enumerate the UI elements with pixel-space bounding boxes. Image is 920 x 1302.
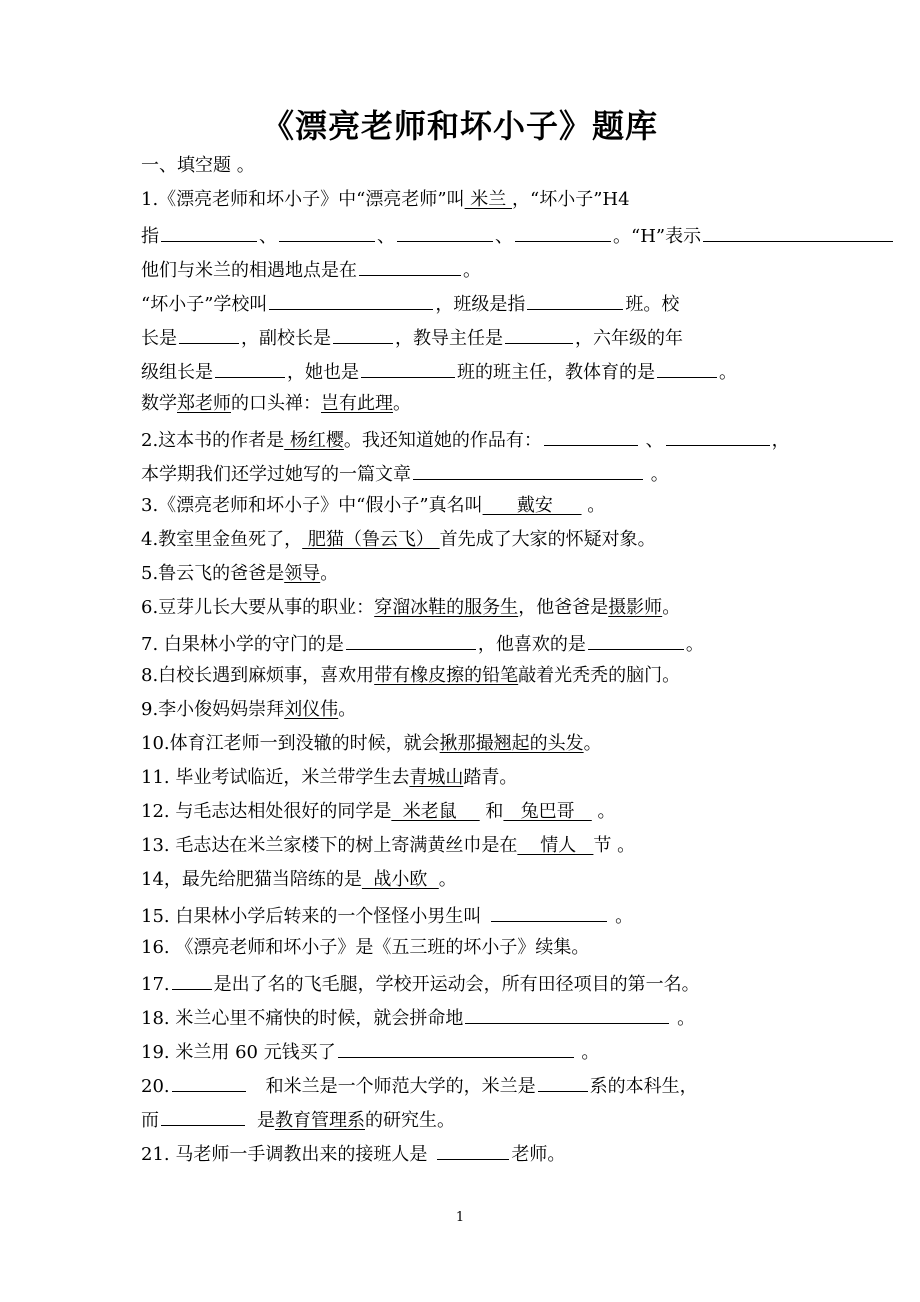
blank [346, 630, 476, 650]
blank [657, 358, 717, 378]
question-3: 3.《漂亮老师和坏小子》中“假小子”真名叫 戴安 。 [141, 495, 606, 516]
answer-zhan-xiaoou: 战小欧 [361, 869, 439, 890]
answer-dai-an: 戴安 [482, 495, 582, 516]
document-title: 《漂亮老师和坏小子》题库 [261, 107, 658, 145]
answer-hair: 揪那撮翘起的头发 [439, 733, 584, 754]
answer-bugs: 兔巴哥 [503, 801, 592, 822]
question-20-line-1: 20. 和米兰是一个师范大学的，米兰是 系的本科生， [141, 1072, 698, 1099]
blank [491, 902, 607, 922]
question-14: 14，最先给肥猫当陪练的是 战小欧 。 [141, 869, 457, 890]
answer-mouse: 米老鼠 [391, 801, 480, 822]
section-heading: 一、填空题 。 [141, 155, 255, 176]
question-4: 4.教室里金鱼死了， 肥猫（鲁云飞） 首先成了大家的怀疑对象。 [141, 529, 656, 550]
question-5: 5.鲁云飞的爸爸是领导。 [141, 563, 339, 584]
question-2-line-2: 本学期我们还学过她写的一篇文章 。 [141, 460, 669, 487]
answer-photographer: 摄影师 [608, 597, 663, 618]
question-17: 17. 是出了名的飞毛腿，学校开运动会，所有田径项目的第一名。 [141, 970, 700, 997]
blank [666, 426, 770, 446]
blank [361, 358, 455, 378]
blank [359, 256, 461, 276]
question-6: 6.豆芽儿长大要从事的职业：穿溜冰鞋的服务生，他爸爸是摄影师。 [141, 597, 681, 618]
blank [538, 1072, 588, 1092]
question-20-line-2: 而 是教育管理系的研究生。 [141, 1106, 455, 1133]
blank [527, 290, 623, 310]
question-16: 16. 《漂亮老师和坏小子》是《五三班的坏小子》续集。 [141, 937, 590, 958]
question-1-line-1: 1.《漂亮老师和坏小子》中“漂亮老师”叫 米兰 ，“坏小子”H4 [141, 189, 630, 210]
question-15: 15. 白果林小学后转来的一个怪怪小男生叫 。 [141, 902, 633, 929]
blank [172, 970, 212, 990]
answer-edu-management: 教育管理系 [275, 1110, 365, 1131]
answer-author: 杨红樱 [284, 430, 344, 451]
question-10: 10.体育江老师一到没辙的时候，就会揪那撮翘起的头发。 [141, 733, 602, 754]
blank [505, 324, 573, 344]
question-19: 19. 米兰用 60 元钱买了 。 [141, 1038, 599, 1065]
question-8: 8.白校长遇到麻烦事，喜欢用带有橡皮擦的铅笔敲着光秃秃的脑门。 [141, 665, 681, 686]
blank [161, 1106, 245, 1126]
answer-job: 穿溜冰鞋的服务生 [374, 597, 519, 618]
blank [179, 324, 239, 344]
question-2-line-1: 2.这本书的作者是 杨红樱。我还知道她的作品有： 、 ， [141, 426, 790, 453]
blank [515, 222, 611, 242]
blank [544, 426, 638, 446]
question-1-line-5: 长是 ，副校长是 ，教导主任是 ，六年级的年 [141, 324, 683, 351]
question-1-line-2: 指 、 、 、 。“H”表示 [141, 222, 895, 249]
answer-leader: 领导 [284, 563, 321, 584]
question-7: 7. 白果林小学的守门的是 ，他喜欢的是 。 [141, 630, 704, 657]
question-1-line-7: 数学郑老师的口头禅：岂有此理。 [141, 393, 411, 414]
question-12: 12. 与毛志达相处很好的同学是 米老鼠 和 兔巴哥 。 [141, 801, 616, 822]
question-1-line-3: 他们与米兰的相遇地点是在 。 [141, 256, 481, 283]
blank [269, 290, 433, 310]
question-21: 21. 马老师一手调教出来的接班人是 老师。 [141, 1140, 565, 1167]
question-9: 9.李小俊妈妈崇拜刘仪伟。 [141, 699, 357, 720]
blank [279, 222, 375, 242]
blank [465, 1004, 669, 1024]
answer-qingcheng: 青城山 [409, 767, 464, 788]
blank [437, 1140, 509, 1160]
blank [413, 460, 643, 480]
answer-teacher-zheng: 郑老师 [177, 393, 231, 414]
blank [215, 358, 285, 378]
blank [338, 1038, 574, 1058]
question-11: 11. 毕业考试临近，米兰带学生去青城山踏青。 [141, 767, 518, 788]
answer-fat-cat: 肥猫（鲁云飞） [302, 529, 440, 550]
answer-pencil: 带有橡皮擦的铅笔 [374, 665, 519, 686]
page-number: 1 [455, 1210, 465, 1225]
answer-catchphrase: 岂有此理 [321, 393, 393, 414]
blank [161, 222, 257, 242]
blank [397, 222, 493, 242]
blank [588, 630, 684, 650]
question-1-line-6: 级组长是 ，她也是 班的班主任，教体育的是 。 [141, 358, 737, 385]
blank [172, 1072, 246, 1092]
question-1-line-4: “坏小子”学校叫 ，班级是指 班。校 [141, 290, 679, 317]
answer-valentine: 情人 [517, 835, 594, 856]
question-18: 18. 米兰心里不痛快的时候，就会拼命地 。 [141, 1004, 695, 1031]
blank [333, 324, 393, 344]
question-13: 13. 毛志达在米兰家楼下的树上寄满黄丝巾是在 情人 节 。 [141, 835, 636, 856]
answer-milan: 米兰 [464, 189, 513, 210]
answer-liu-yiwei: 刘仪伟 [284, 699, 339, 720]
blank [703, 222, 893, 242]
